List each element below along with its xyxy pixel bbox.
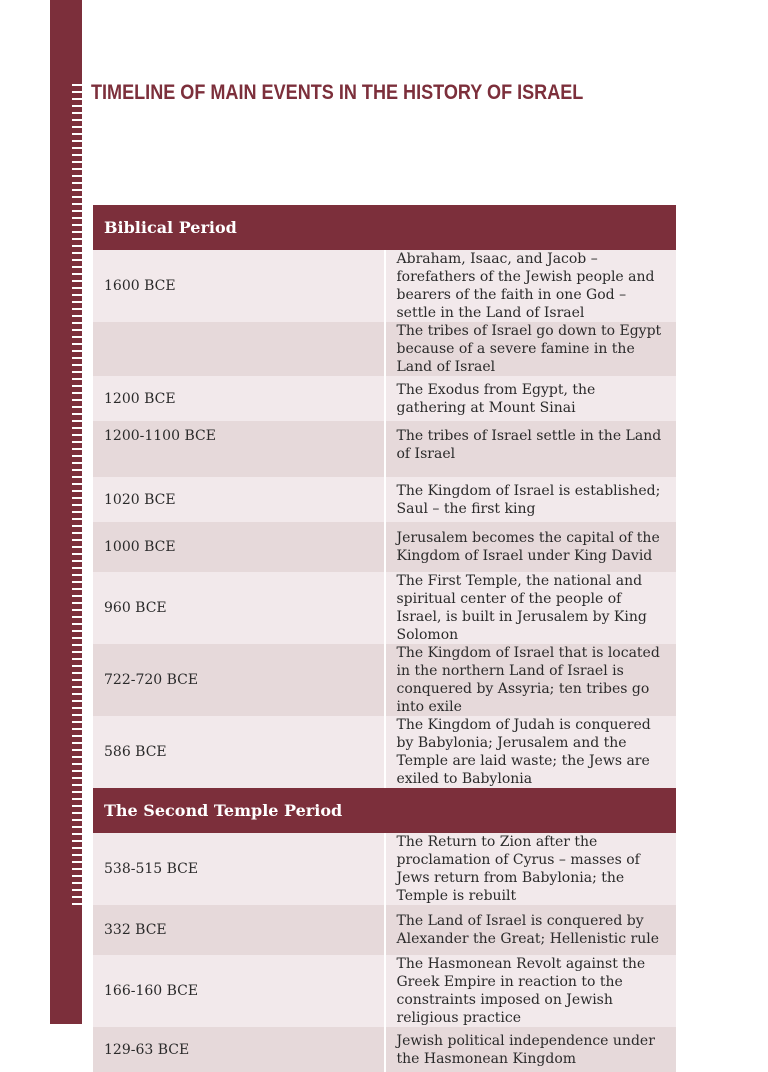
date-cell: 1000 BCE — [93, 522, 385, 572]
section-heading: The Second Temple Period — [93, 788, 676, 833]
date-cell: 722-720 BCE — [93, 644, 385, 716]
event-cell: Jewish political independence under the Hasmonean Kingdom — [385, 1027, 677, 1072]
table-row — [93, 250, 676, 322]
table-row — [93, 1027, 676, 1072]
table-row — [93, 833, 676, 905]
event-cell: The tribes of Israel go down to Egypt because of a severe famine in the Land of Israel — [385, 322, 677, 376]
section-header — [93, 205, 676, 250]
date-cell: 332 BCE — [93, 905, 385, 955]
date-cell: 960 BCE — [93, 572, 385, 644]
table-row — [93, 477, 676, 522]
date-cell: 538-515 BCE — [93, 833, 385, 905]
table-row — [93, 644, 676, 716]
section-header — [93, 788, 676, 833]
event-cell: The Exodus from Egypt, the gathering at Mount Sinai — [385, 376, 677, 421]
table-row — [93, 522, 676, 572]
table-row — [93, 572, 676, 644]
event-cell: The Land of Israel is conquered by Alexander the Great; Hellenistic rule — [385, 905, 677, 955]
date-cell: 1020 BCE — [93, 477, 385, 522]
event-cell: The First Temple, the national and spiritual center of the people of Israel, is built in Jerusalem by King Solomon — [385, 572, 677, 644]
page-title: TIMELINE OF MAIN EVENTS IN THE HISTORY OF ISRAEL — [91, 81, 584, 104]
table-row — [93, 905, 676, 955]
table-row — [93, 716, 676, 788]
event-cell: The Kingdom of Judah is conquered by Babylonia; Jerusalem and the Temple are laid waste; the Jews are exiled to Babylonia — [385, 716, 677, 788]
date-cell: 1200-1100 BCE — [93, 421, 385, 477]
event-cell: The Hasmonean Revolt against the Greek Empire in reaction to the constraints imposed on Jewish religious practice — [385, 955, 677, 1027]
table-row — [93, 376, 676, 421]
table-row — [93, 322, 676, 376]
event-cell: The Kingdom of Israel is established; Saul – the first king — [385, 477, 677, 522]
table-row — [93, 955, 676, 1027]
date-cell: 1600 BCE — [93, 250, 385, 322]
date-cell: 166-160 BCE — [93, 955, 385, 1027]
event-cell: The Return to Zion after the proclamation of Cyrus – masses of Jews return from Babylonia; the Temple is rebuilt — [385, 833, 677, 905]
date-cell — [93, 322, 385, 376]
event-cell: Abraham, Isaac, and Jacob – forefathers of the Jewish people and bearers of the faith in one God – settle in the Land of Israel — [385, 250, 677, 322]
date-cell: 1200 BCE — [93, 376, 385, 421]
table-row — [93, 421, 676, 477]
event-cell: Jerusalem becomes the capital of the Kingdom of Israel under King David — [385, 522, 677, 572]
side-tick-ruler — [72, 84, 82, 908]
event-cell: The Kingdom of Israel that is located in the northern Land of Israel is conquered by Assyria; ten tribes go into exile — [385, 644, 677, 716]
date-cell: 129-63 BCE — [93, 1027, 385, 1072]
section-heading: Biblical Period — [93, 205, 676, 250]
timeline-table — [93, 205, 676, 1072]
event-cell: The tribes of Israel settle in the Land of Israel — [385, 421, 677, 477]
date-cell: 586 BCE — [93, 716, 385, 788]
